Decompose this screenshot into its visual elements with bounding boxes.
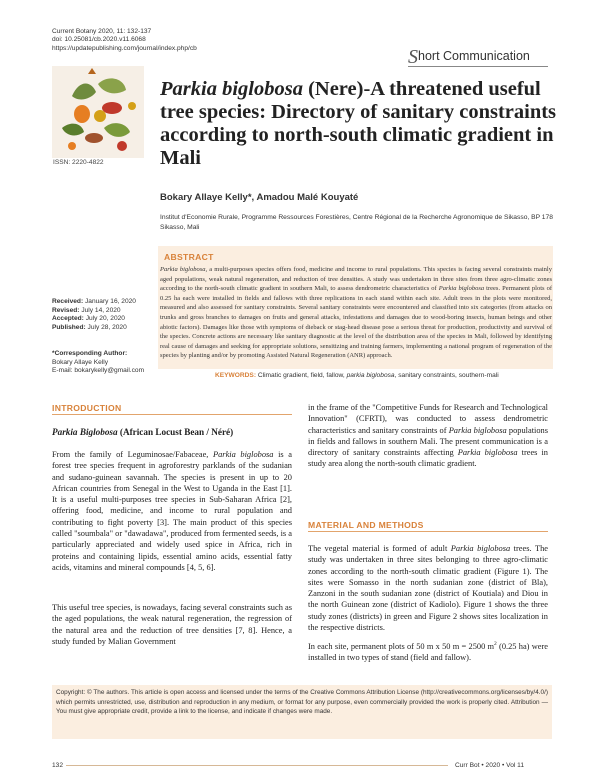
article-type-rest: hort Communication — [418, 49, 530, 63]
intro-p1-species: Parkia biglobosa — [213, 450, 274, 459]
journal-info — [52, 28, 197, 53]
right-p1-species: Parkia biglobosa — [448, 425, 507, 435]
mm-p2-sup: 2 — [494, 641, 497, 647]
keywords-label: KEYWORDS: — [215, 372, 257, 379]
published-value: July 28, 2020 — [87, 323, 127, 331]
accepted-value: July 20, 2020 — [85, 315, 125, 323]
introduction-subheading — [52, 427, 233, 437]
corresponding-author — [52, 350, 144, 376]
subheading-species: Parkia Biglobosa — [52, 427, 118, 437]
subheading-rest: (African Locust Bean / Néré) — [117, 427, 234, 437]
introduction-paragraph-3 — [308, 402, 548, 470]
intro-p1-b: is a forest tree species frequent in agroforestry parklands of the sudanian and sudano-guinean savannah. The species is present in up to 20 African countries from Senegal in the West to Uganda in the East [1]. It is a useful multi-purposes tree species in Sub-Saharan Africa [2], offering food, medicine, and income to rural population and contributing to fight poverty [3]. The main product of this species called "soumbala" or "dawadawa", produced from fermented seeds, is a particularly appreciated and widely used spice in Africa, rich in proteins and containing lipids, essential amino acids, essential fatty acids, vitamins and mineral compounds [4, 5, 6]. — [52, 450, 292, 572]
journal-url[interactable]: https://updatepublishing.com/journal/index.php/cb — [52, 44, 197, 52]
journal-citation: Current Botany 2020, 11: 132-137 — [52, 28, 152, 35]
abstract-species: Parkia biglobosa — [160, 266, 206, 273]
title-species: Parkia biglobosa — [160, 78, 303, 100]
keywords-part-2: , sanitary constraints, southern-mali — [394, 372, 499, 379]
corresponding-email[interactable]: E-mail: bokarykelly@gmail.com — [52, 367, 145, 375]
mm-p2-b: (0.25 ha) were installed in two types of stand (field and fallow). — [308, 641, 548, 663]
intro-p1-a: From the family of Leguminosae/Fabaceae, — [52, 450, 213, 459]
mm-p1-a: The vegetal material is formed of adult — [308, 544, 451, 553]
keywords-part-1: Climatic gradient, field, fallow, — [256, 372, 347, 379]
doi-link[interactable]: doi: 10.25081/cb.2020.v11.6068 — [52, 36, 146, 44]
introduction-paragraph-1 — [52, 449, 292, 573]
accepted-label: Accepted: — [52, 315, 84, 323]
received-value: January 16, 2020 — [85, 298, 136, 305]
mm-p1-b: trees. The study was undertaken in three sites belonging to three agro-climatic zones according to the north-south climatic gradient (Figure 1). The sites were Somasso in the north sudanian zone (district of Bla), Zanzoni in the south sudanian zone (district of Koutiala) and Diou in the north Guinean zone (district of Kadiolo). Figure 1 shows the three study zones (districts) in green and Figure 2 shows sites localization in the respective districts. — [308, 544, 548, 633]
introduction-heading: INTRODUCTION — [52, 403, 122, 413]
keywords — [215, 372, 499, 379]
methods-heading: MATERIAL AND METHODS — [308, 520, 424, 530]
introduction-paragraph-2: This useful tree species, is nowadays, facing several constraints such as the aged populations, the weak natural regeneration, the regression of the natural area and the reduction of tree densities [7, 8]. Hence, a study funded by Malian Government — [52, 603, 292, 646]
received-label: Received: — [52, 298, 84, 305]
right-p1-c: trees in study area along the north-south climatic gradient. — [308, 448, 548, 469]
corresponding-name: Bokary Allaye Kelly — [52, 358, 109, 366]
revised-label: Revised: — [52, 306, 80, 314]
article-title — [160, 78, 560, 170]
methods-rule — [308, 531, 548, 532]
methods-paragraph-1 — [308, 543, 548, 633]
corresponding-label: *Corresponding Author: — [52, 350, 128, 357]
right-p1-a: in the frame of the "Competitive Funds for Research and Technological Innovation" (CFRTI), was conducted to assess dendrometric characteristics and sanitary constraints of — [308, 403, 548, 435]
abstract-part-1: , a multi-purposes species offers food, medicine and income to rural populations. This species is facing several constraints mainly aged populations, weak natural regeneration, and reduction of tree densities. A study was undertaken in three sites from three agro-climatic zones according to the north-south climatic gradient in southern Mali, to assess dendrometric characteristics of — [160, 266, 552, 293]
abstract-heading: ABSTRACT — [164, 252, 214, 262]
received-date — [52, 298, 136, 307]
accepted-date — [52, 315, 136, 324]
header-rule — [408, 66, 548, 67]
article-dates — [52, 298, 136, 332]
published-label: Published: — [52, 323, 86, 331]
keywords-species: parkia biglobosa — [346, 372, 395, 379]
authors: Bokary Allaye Kelly*, Amadou Malé Kouyaté — [160, 192, 359, 203]
footer-journal: Curr Bot • 2020 • Vol 11 — [455, 762, 525, 769]
methods-paragraph-2 — [308, 639, 548, 663]
page-number: 132 — [52, 762, 64, 769]
article-type-initial: S — [408, 46, 418, 68]
mm-p1-species: Parkia biglobosa — [450, 544, 511, 553]
right-p1-species-2: Parkia biglobosa — [457, 448, 518, 458]
revised-value: July 14, 2020 — [81, 306, 121, 314]
right-p1-b: populations in fields and fallows in southern Mali. The present communication is a directory of sanitary constraints affecting — [308, 425, 548, 458]
abstract-part-2: trees. Permanent plots of 0.25 ha each were installed in fields and fallows with three replications in each stand within each site. Adult trees in the plots were monitored, measured and also assessed for sanitary constraints. Several sanitary constraints were encountered and classified into six categories (from attacks on trunks and gross branches to damages on fruits and general attacks, infestations and damages due to wood-boring insects, human beings and other abiotic factors). Damages like those with symptoms of dieback or stag-head disease pose a serious threat for production, productivity and survival of the species. Concrete actions are necessary like sanitary diagnostic at the level of the distribution area of the species in Mali, followed by identifying real cause of damages and seeking for appropriate solutions, sensitizing and training farmers, implementing a national program of regeneration of the species by planting and/or by promoting Assisted Natural Regeneration (ANR) approach. — [160, 285, 553, 360]
journal-cover-logo — [52, 66, 144, 158]
abstract-text — [160, 265, 552, 361]
issn: ISSN: 2220-4822 — [53, 159, 104, 166]
published-date — [52, 324, 136, 333]
title-rest: (Nere)-A threatened useful tree species: Directory of sanitary constraints according to north-south climatic gradient in Mali — [160, 78, 557, 169]
mm-p2-a: In each site, permanent plots of 50 m x 50 m = 2500 m — [308, 641, 495, 651]
affiliation: Institut d'Economie Rurale, Programme Ressources Forestières, Centre Régional de la Recherche Agronomique de Sikasso, BP 178 Sikasso, Mali — [160, 214, 553, 231]
copyright-notice: Copyright: © The authors. This article is open access and licensed under the terms of the Creative Commons Attribution License (http://creativecommons.org/licenses/by/4.0/) which permits unrestricted, use, distribution and reproduction in any medium, or format for any purpose, even commercially provided the work is properly cited. Attribution — You must give appropriate credit, provide a link to the license, and indicate if changes were made. — [56, 689, 548, 716]
footer-rule — [66, 765, 448, 766]
revised-date — [52, 307, 136, 316]
introduction-rule — [52, 414, 292, 415]
abstract-species-2: Parkia biglobosa — [438, 285, 485, 293]
